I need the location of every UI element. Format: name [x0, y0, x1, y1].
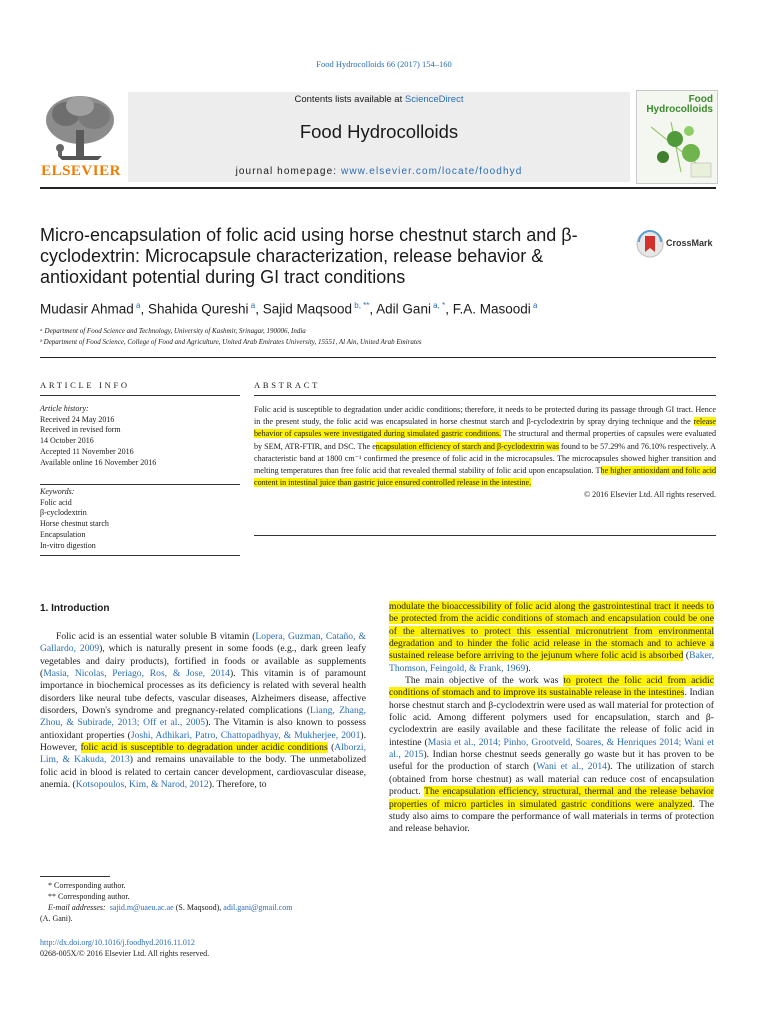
article-info-rule [40, 395, 240, 396]
author-name: Shahida Qureshi [147, 301, 249, 317]
footnote-rule [40, 876, 110, 877]
article-title: Micro-encapsulation of folic acid using horse chestnut starch and β-cyclodextrin: Microcapsule characterization, release behavior & antioxidant potential during GI tract conditions [40, 225, 578, 287]
text-run: ). The Vitamin is also known to possess antioxidant properties ( [40, 717, 366, 741]
text-run: ), which is naturally present in some foods (e.g., dark green leafy vegetables and dairy products), fortified in foods or available as supplements ( [40, 643, 366, 680]
abstract-rule [254, 395, 716, 396]
citation-link[interactable]: Alborzi, Lim, & Kakuda, 2013 [40, 742, 367, 766]
title-rule [40, 357, 716, 358]
corresponding-author-note: * Corresponding author. [48, 881, 126, 890]
keyword: In-vitro digestion [40, 540, 96, 550]
footnotes [40, 880, 366, 924]
text-run: . Indian horse chestnut starch and β-cyclodextrin were used as wall material for protection of folic acid. Among different polymers used for encapsulation, starch and β-cyclodextrin are easily available and these facilitate the release of folic acid in intestine ( [389, 687, 714, 748]
cover-illustration-icon [641, 117, 713, 179]
intro-left-column [40, 631, 366, 791]
elsevier-wordmark[interactable]: ELSEVIER [41, 163, 121, 179]
citation-link[interactable]: Kotsopoulos, Kim, & Narod, 2012 [75, 779, 209, 791]
author-affiliation-mark[interactable]: a [530, 301, 538, 310]
citation-link[interactable]: Joshi, Adhikari, Patro, Chattopadhyay, & Mukherjee, 2001 [130, 729, 361, 741]
contents-line: Contents lists available at ScienceDirect [294, 94, 464, 105]
keyword: Horse chestnut starch [40, 519, 109, 529]
keywords-label: Keywords: [40, 487, 75, 496]
author-affiliation-mark[interactable]: a, * [430, 301, 446, 310]
author-name: Adil Gani [376, 301, 431, 317]
text-run: ( [683, 650, 690, 662]
article-history [40, 404, 240, 468]
citation-link[interactable]: Masia, Nicolas, Periago, Ros, & Jose, 2014 [43, 668, 230, 680]
highlight: to protect the folic acid from acidic conditions of stomach and to improve its sustainable release in the intestines [389, 675, 714, 699]
author-name: F.A. Masoodi [452, 301, 531, 317]
citation-link[interactable]: Liang, Zhang, Zhou, & Subirade, 2013; Off et al., 2005 [40, 705, 366, 729]
history-label: Article history: [40, 404, 89, 413]
keyword: β-cyclodextrin [40, 508, 87, 518]
copyright-line: © 2016 Elsevier Ltd. All rights reserved. [583, 490, 716, 500]
author-affiliation-mark[interactable]: a [248, 301, 256, 310]
sciencedirect-link[interactable]: ScienceDirect [404, 94, 464, 105]
keyword: Encapsulation [40, 529, 86, 539]
text-run: ( [327, 742, 335, 754]
highlight: release behavior of capsules were investigated during simulated gastric conditions. [254, 417, 716, 439]
abstract-heading: ABSTRACT [254, 380, 320, 390]
history-item: Accepted 11 November 2016 [40, 446, 134, 456]
history-item: Available online 16 November 2016 [40, 457, 157, 467]
affiliation-a: ᵃ Department of Food Science and Technology, University of Kashmir, Srinagar, 190006, India [40, 327, 306, 335]
text-run: . The study also aims to compare the performance of wall materials in terms of protection and release behavior. [389, 798, 714, 835]
doi-link[interactable]: http://dx.doi.org/10.1016/j.foodhyd.2016.11.012 [40, 938, 195, 947]
intro-right-column [389, 601, 714, 836]
journal-title: Food Hydrocolloids [299, 121, 459, 142]
history-item: Received 24 May 2016 [40, 414, 115, 424]
author-separator: , [140, 301, 148, 317]
author-list [40, 301, 680, 317]
abstract-rule [254, 535, 716, 536]
journal-reference[interactable]: Food Hydrocolloids 66 (2017) 154–160 [316, 59, 452, 69]
journal-cover-thumbnail[interactable] [636, 90, 718, 184]
highlight: ncapsulation efficiency of starch and β-cyclodextrin was [375, 441, 559, 451]
citation-link[interactable]: Lopera, Guzman, Cataño, & Gallardo, 2009 [40, 631, 366, 655]
history-item: 14 October 2016 [40, 436, 94, 446]
highlight: folic acid is susceptible to degradation under acidic conditions [80, 742, 328, 754]
citation-link[interactable]: Masia et al., 2014; Pinho, Grootveld, Soares, & Henriques 2014; Wani et al., 2015 [389, 736, 714, 761]
cover-title: Food Hydrocolloids [646, 94, 713, 115]
history-item: Received in revised form [40, 425, 121, 435]
article-info-rule [40, 555, 240, 556]
text-run: ). However, [40, 729, 366, 754]
author-affiliation-mark[interactable]: a [133, 301, 141, 310]
affiliation-b: ᵇ Department of Food Science, College of Food and Agriculture, United Arab Emirates University, 15551, Al Ain, United Arab Emirates [40, 338, 422, 346]
author-separator: , [445, 301, 453, 317]
email-link[interactable]: adil.gani@gmail.com [223, 903, 293, 912]
issn-line: 0268-005X/© 2016 Elsevier Ltd. All rights reserved. [40, 949, 210, 958]
email-owner: (A. Gani). [40, 914, 73, 923]
text-run: ). Indian horse chestnut seeds generally go waste but it has proven to be useful for the production of starch ( [389, 749, 714, 773]
email-link[interactable]: sajid.m@uaeu.ac.ae [109, 903, 174, 912]
text-run: ) and remains unavailable to the body. The unmetabolized folic acid in blood is related to certain cancer development, cardiovascular disease, anemia. ( [40, 754, 367, 791]
intro-paragraph [389, 601, 714, 675]
crossmark-badge[interactable] [636, 230, 720, 258]
homepage-line: journal homepage: www.elsevier.com/locate/foodhyd [235, 166, 523, 177]
crossmark-icon [636, 230, 664, 258]
intro-paragraph [389, 675, 714, 835]
citation-link[interactable]: Baker, Thomson, Feingold, & Frank, 1969 [389, 650, 714, 674]
keyword: Folic acid [40, 497, 72, 507]
text-run: ). The utilization of starch (obtained from horse chestnut) as wall material can reduce cost of encapsulation product. [389, 761, 714, 798]
highlight: The encapsulation efficiency, structural, thermal and the release behavior properties of micro particles in simulated gastric conditions were analyzed [389, 786, 714, 810]
journal-homepage-link[interactable]: www.elsevier.com/locate/foodhyd [341, 166, 523, 177]
email-addresses: E-mail addresses: sajid.m@uaeu.ac.ae (S. Maqsood), adil.gani@gmail.com [48, 903, 293, 912]
text-run: ). Therefore, to [208, 779, 267, 791]
author-separator: , [255, 301, 263, 317]
highlight: modulate the bioaccessibility of folic acid along the gastrointestinal tract it needs to be protected from the acidic conditions of stomach and encapsulation could be one of the alternatives to protect this essential micronutrient from environmental degradation and to hinder the folic acid release in the stomach and to achieve a sustained release before arriving to the jejunum where folic acid is absorbed [389, 601, 714, 662]
author-separator: , [369, 301, 377, 317]
author-affiliation-mark[interactable]: b, ** [352, 301, 370, 310]
article-info-heading: ARTICLE INFO [40, 380, 130, 390]
introduction-heading: 1. Introduction [40, 603, 110, 614]
header-rule [40, 187, 716, 189]
keywords [40, 487, 240, 551]
crossmark-label: CrossMark [666, 238, 713, 248]
corresponding-author-note: ** Corresponding author. [48, 892, 130, 901]
text-run: The main objective of the work was [405, 675, 564, 687]
highlight: he higher antioxidant and folic acid content in intestinal juice than gastric juice ensured controlled release in the intestine. [254, 466, 716, 488]
article-info-rule [40, 484, 240, 485]
text-run: ). [525, 662, 531, 674]
text-run: ). This vitamin is of paramount importance in biochemical processes as its deficiency is related with several health disorders like neural tube defects, vascular diseases, Alzheimers disease, affective disorders, Down's syndrome and pregnancy-related complications ( [40, 668, 366, 717]
author-name: Sajid Maqsood [262, 301, 353, 317]
author-name: Mudasir Ahmad [40, 301, 134, 317]
citation-link[interactable]: Wani et al., 2014 [536, 761, 607, 773]
abstract-text: Folic acid is susceptible to degradation under acidic conditions; therefore, it needs to be protected during its passage through GI tract. Hence in the present study, the folic acid was encapsulated in horse chestnut starch and β-cyclodextrin by spray drying technique and the release behavior of capsules were investigated during simulated gastric conditions. The structural and thermal properties of capsules were evaluated by SEM, ATR-FTIR, and DSC. The encapsulation efficiency of starch and β-cyclodextrin was found to be 57.29% and 76.10% respectively. A characteristic band at 1800 cm⁻¹ confirmed the presence of folic acid in the microcapsules. The microcapsules showed higher transition and melting temperatures than free folic acid that revealed thermal stability of folic acid upon encapsulation. The higher antioxidant and folic acid content in intestinal juice than gastric juice ensured controlled release in the intestine. © 2016 Elsevier Ltd. All rights reserved. [254, 404, 716, 502]
text-run: Folic acid is an essential water soluble B vitamin ( [56, 631, 256, 642]
